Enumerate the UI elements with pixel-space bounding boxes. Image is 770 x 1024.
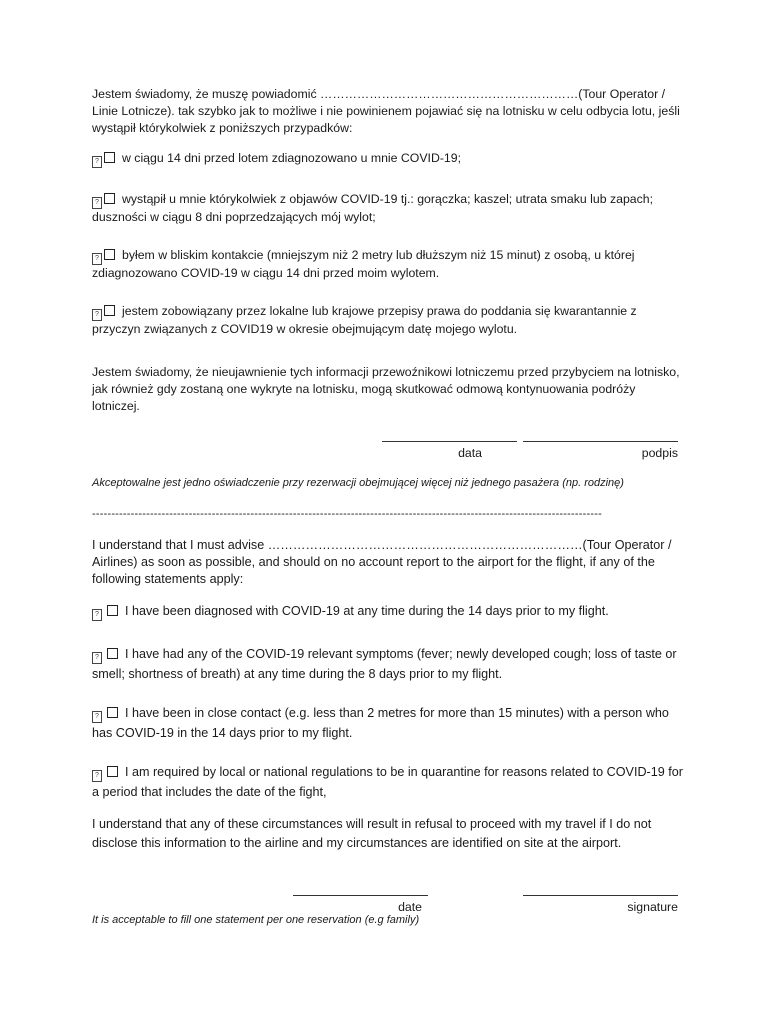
missing-glyph-icon: ?: [92, 652, 102, 664]
checkbox[interactable]: [107, 648, 118, 659]
en-item-text: I have been diagnosed with COVID-19 at any time during the 14 days prior to my flight.: [125, 604, 609, 618]
checkbox[interactable]: [104, 305, 115, 316]
en-date-line[interactable]: [293, 895, 428, 896]
en-item-text: I have been in close contact (e.g. less than 2 metres for more than 15 minutes) with a person who has COVID-19 in the 14 days prior to my flight.: [92, 706, 669, 740]
missing-glyph-icon: ?: [92, 309, 102, 321]
pl-date-line[interactable]: [382, 441, 517, 442]
en-date-label: date: [398, 900, 422, 914]
section-separator: ------------------------------------------------------------------------------------------------------------------------------------: [92, 508, 602, 520]
missing-glyph-icon: ?: [92, 609, 102, 621]
pl-item-text: wystąpił u mnie którykolwiek z objawów COVID-19 tj.: gorączka; kaszel; utrata smaku lub zapach; duszności w ciągu 8 dni poprzedzających mój wylot;: [92, 192, 654, 224]
en-signature-line[interactable]: [523, 895, 678, 896]
en-item-text: I have had any of the COVID-19 relevant symptoms (fever; newly developed cough; loss of taste or smell; shortness of breath) at any time during the 8 days prior to my flight.: [92, 647, 677, 681]
pl-item-text: byłem w bliskim kontakcie (mniejszym niż 2 metry lub dłuższym niż 15 minut) z osobą, u której zdiagnozowano COVID-19 w ciągu 14 dni przed moim wylotem.: [92, 248, 635, 280]
checkbox[interactable]: [107, 766, 118, 777]
missing-glyph-icon: ?: [92, 156, 102, 168]
checkbox[interactable]: [104, 193, 115, 204]
pl-note: Akceptowalne jest jedno oświadczenie przy rezerwacji obejmującej więcej niż jednego pasażera (np. rodzinę): [92, 477, 624, 489]
en-item-1: [92, 602, 684, 622]
checkbox[interactable]: [104, 152, 115, 163]
pl-item-text: jestem zobowiązany przez lokalne lub krajowe przepisy prawa do poddania się kwarantannie z przyczyn związanych z COVID19 w okresie obejmującym datę mojego wylotu.: [92, 304, 637, 336]
missing-glyph-icon: ?: [92, 197, 102, 209]
pl-item-2: [92, 191, 684, 226]
pl-signature-label: podpis: [641, 446, 678, 460]
pl-intro: Jestem świadomy, że muszę powiadomić ………………………………………………………(Tour Operator / Linie Lotnicze). tak szybko jak to możliwe i nie powinienem pojawiać się na lotnisku w celu odbycia lotu, jeśli wystąpił którykolwiek z poniższych przypadków:: [92, 87, 680, 135]
missing-glyph-icon: ?: [92, 711, 102, 723]
checkbox[interactable]: [107, 707, 118, 718]
en-item-4: [92, 763, 684, 802]
en-note: It is acceptable to fill one statement per one reservation (e.g family): [92, 914, 420, 926]
en-signature-label: signature: [627, 900, 678, 914]
en-outro: I understand that any of these circumstances will result in refusal to proceed with my travel if I do not disclose this information to the airline and my circumstances are identified on site at the airport.: [92, 817, 652, 850]
checkbox[interactable]: [104, 249, 115, 260]
missing-glyph-icon: ?: [92, 770, 102, 782]
en-item-3: [92, 704, 684, 743]
en-item-text: I am required by local or national regulations to be in quarantine for reasons related to COVID-19 for a period that includes the date of the fight,: [92, 765, 683, 799]
pl-outro: Jestem świadomy, że nieujawnienie tych informacji przewoźnikowi lotniczemu przed przybyciem na lotnisko, jak również gdy zostaną one wykryte na lotnisku, mogą skutkować odmową kontynuowania podróży lotniczej.: [92, 365, 680, 413]
pl-item-4: [92, 303, 684, 338]
checkbox[interactable]: [107, 605, 118, 616]
missing-glyph-icon: ?: [92, 253, 102, 265]
pl-item-3: [92, 247, 684, 282]
pl-item-text: w ciągu 14 dni przed lotem zdiagnozowano u mnie COVID-19;: [122, 151, 462, 165]
pl-date-label: data: [458, 446, 482, 460]
en-item-2: [92, 645, 684, 684]
pl-signature-line[interactable]: [523, 441, 678, 442]
pl-item-1: [92, 150, 684, 168]
en-intro: I understand that I must advise …………………………………………………………………(Tour Operator / Airlines) as soon as possible, and should on no account report to the airport for the flight, if any of the following statements apply:: [92, 538, 672, 586]
